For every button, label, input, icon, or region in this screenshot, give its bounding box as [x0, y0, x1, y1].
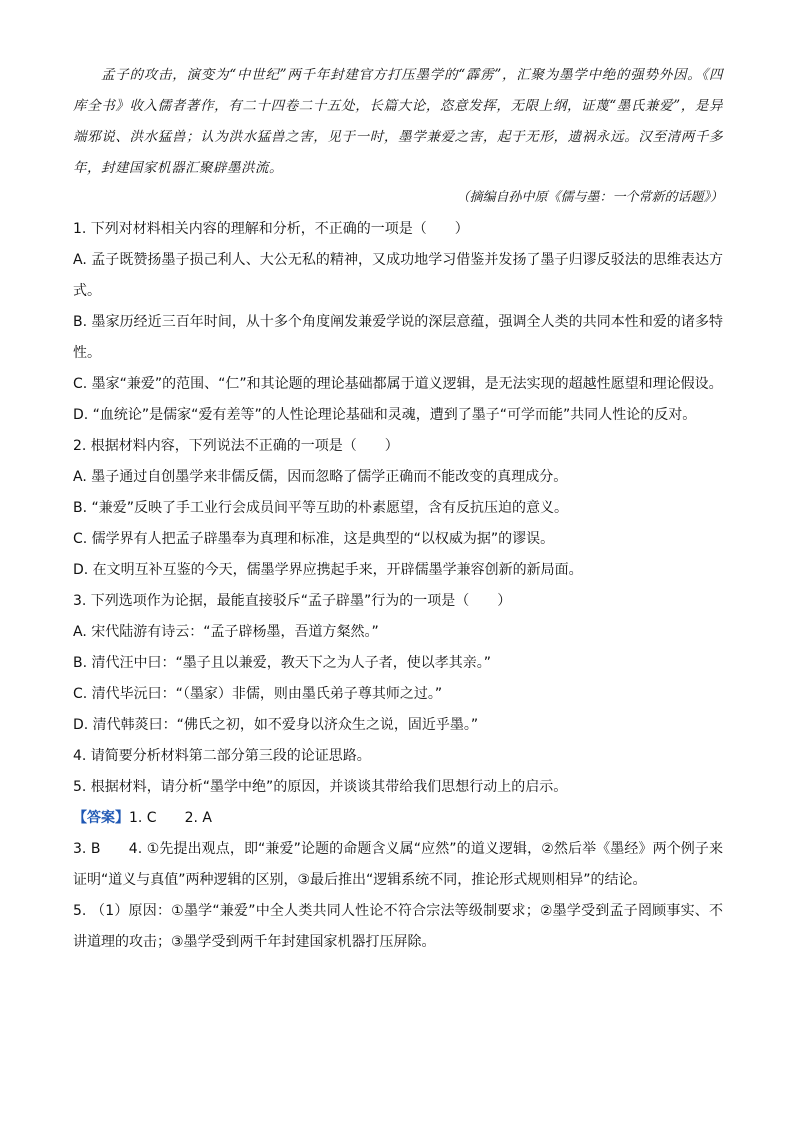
document-page	[73, 60, 723, 958]
question-5: 5. 根据材料，请分析“墨学中绝”的原因，并谈谈其带给我们思想行动上的启示。	[73, 779, 568, 795]
question-1-option-c: C. 墨家“兼爱”的范围、“仁”和其论题的理论基础都属于道义逻辑，是无法实现的超越性愿望和理论假设。	[73, 376, 723, 392]
question-2-option-b: B. “兼爱”反映了手工业行会成员间平等互助的朴素愿望，含有反抗压迫的意义。	[73, 500, 569, 516]
question-1-stem: 1. 下列对材料相关内容的理解和分析，不正确的一项是（ ）	[73, 221, 469, 237]
question-3-option-a: A. 宋代陆游有诗云：“孟子辟杨墨，吾道方粲然。”	[73, 624, 379, 640]
question-3-stem: 3. 下列选项作为论据，最能直接驳斥“孟子辟墨”行为的一项是（ ）	[73, 593, 512, 609]
question-2-option-a: A. 墨子通过自创墨学来非儒反儒，因而忽略了儒学正确而不能改变的真理成分。	[73, 469, 568, 485]
question-2-option-d: D. 在文明互补互鉴的今天，儒墨学界应携起手来，开辟儒墨学兼容创新的新局面。	[73, 562, 583, 578]
answer-line-3: 5. （1）原因：①墨学“兼爱”中全人类共同人性论不符合宗法等级制要求；②墨学受到孟子罔顾事实、不讲道理的攻击；③墨学受到两千年封建国家机器打压屏除。	[73, 903, 723, 950]
answer-line-1-text: 1. C 2. A	[129, 810, 212, 826]
question-3-option-c: C. 清代毕沅曰：“（墨家）非儒，则由墨氏弟子尊其师之过。”	[73, 686, 443, 702]
answer-tag: 【答案】	[73, 810, 129, 826]
question-2-option-c: C. 儒学界有人把孟子辟墨奉为真理和标准，这是典型的“以权威为据”的谬误。	[73, 531, 555, 547]
question-2-stem: 2. 根据材料内容，下列说法不正确的一项是（ ）	[73, 438, 399, 454]
passage-paragraph: 孟子的攻击，演变为“中世纪”两千年封建官方打压墨学的“霹雳”，汇聚为墨学中绝的强势外因。《四库全书》收入儒者著作，有二十四卷二十五处，长篇大论，恣意发挥，无限上纲，证蔑“墨氏兼爱”，是异端邪说、洪水猛兽；认为洪水猛兽之害，见于一时，墨学兼爱之害，起于无形，遗祸永远。汉至清两千多年，封建国家机器汇聚辟墨洪流。	[73, 67, 723, 176]
answer-line-1	[73, 803, 723, 834]
question-1-option-a: A. 孟子既赞扬墨子损己利人、大公无私的精神，又成功地学习借鉴并发扬了墨子归谬反驳法的思维表达方式。	[73, 252, 723, 299]
question-1-option-b: B. 墨家历经近三百年时间，从十多个角度阐发兼爱学说的深层意蕴，强调全人类的共同本性和爱的诸多特性。	[73, 314, 723, 361]
passage-source: （摘编自孙中原《儒与墨：一个常新的话题》）	[456, 190, 723, 205]
question-3-option-b: B. 清代汪中曰：“墨子且以兼爱，教天下之为人子者，使以孝其亲。”	[73, 655, 492, 671]
answer-line-2: 3. B 4. ①先提出观点，即“兼爱”论题的命题含义属“应然”的道义逻辑，②然后举《墨经》两个例子来证明“道义与真值”两种逻辑的区别，③最后推出“逻辑系统不同，推论形式规则相异”的结论。	[73, 841, 723, 888]
question-1-option-d: D. “血统论”是儒家“爱有差等”的人性论理论基础和灵魂，遭到了墨子“可学而能”共同人性论的反对。	[73, 407, 697, 423]
question-4: 4. 请简要分析材料第二部分第三段的论证思路。	[73, 748, 371, 764]
question-3-option-d: D. 清代韩菼曰：“佛氏之初，如不爱身以济众生之说，固近乎墨。”	[73, 717, 479, 733]
